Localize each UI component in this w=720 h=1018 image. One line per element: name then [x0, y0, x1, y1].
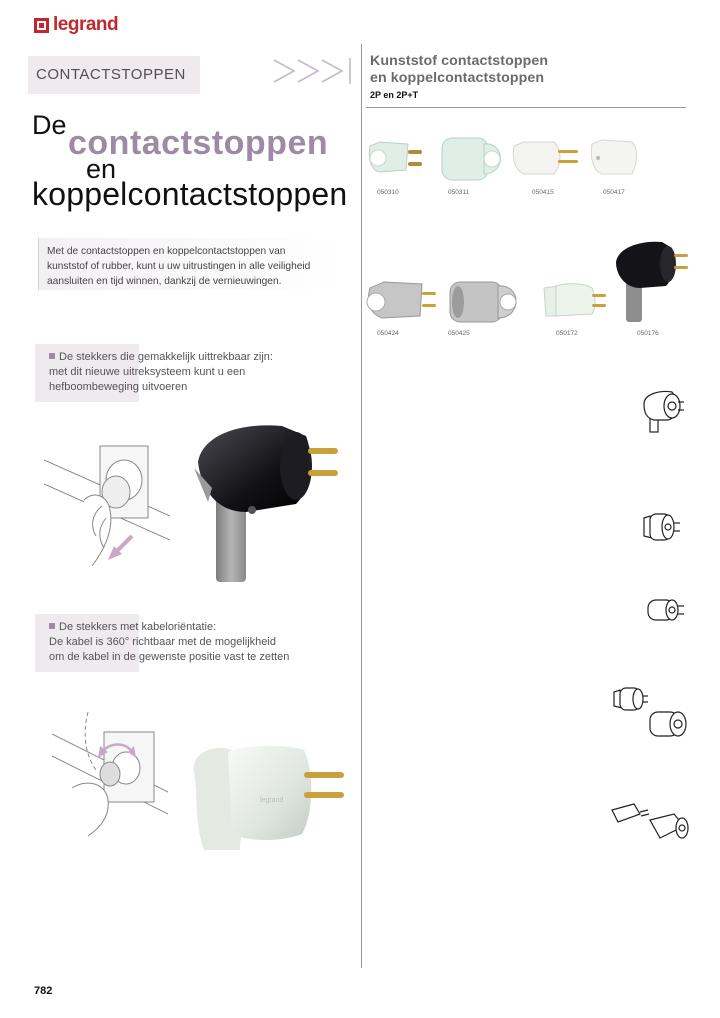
feature-cable-orientation	[35, 614, 345, 665]
intro-line-1: Met de contactstoppen en koppelcontactstoppen van	[47, 246, 286, 257]
intro-paragraph	[38, 238, 344, 290]
black-plug-pull-handle-photo	[186, 418, 342, 586]
product-image	[366, 136, 426, 180]
product-code: 050417	[603, 189, 625, 196]
feature2-line-1: De stekkers met kabeloriëntatie:	[59, 621, 217, 633]
legrand-logo	[34, 14, 118, 36]
intro-line-2: kunststof of rubber, kunt u uw uitrustingen in alle veiligheid	[47, 261, 311, 272]
feature1-line-2: met dit nieuwe uitreksysteem kunt u een	[49, 366, 246, 378]
bullet-icon	[49, 353, 55, 359]
product-code: 050425	[448, 330, 470, 337]
white-plug-photo	[186, 742, 350, 854]
legrand-logo-mark-icon	[34, 18, 49, 33]
section-tag	[28, 56, 200, 94]
product-image	[364, 278, 440, 322]
feature1-line-3: hefboombeweging uitvoeren	[49, 381, 188, 393]
feature2-line-2: De kabel is 360° richtbaar met de mogelijkheid	[49, 636, 276, 648]
right-column-rule	[366, 107, 686, 108]
straight-plug-schematic-icon	[640, 510, 682, 544]
chevrons-decoration-icon	[272, 56, 358, 86]
product-code: 050310	[377, 189, 399, 196]
product-code: 050415	[532, 189, 554, 196]
hero-line-4: koppelcontactstoppen	[32, 176, 348, 212]
product-image	[508, 138, 580, 178]
product-image	[588, 136, 640, 180]
bullet-icon	[49, 623, 55, 629]
feature1-line-1: De stekkers die gemakkelijk uittrekbaar zijn:	[59, 351, 273, 363]
feature-pull-out	[35, 344, 345, 395]
round-plug-schematic-icon	[644, 596, 686, 624]
feature2-line-3: om de kabel in de gewenste positie vast te zetten	[49, 651, 290, 663]
right-column-subtitle: 2P en 2P+T	[370, 90, 419, 100]
intro-line-3: aansluiten en tijd winnen, dankzij de vernieuwingen.	[47, 276, 282, 287]
product-image	[440, 134, 506, 184]
hero-line-3: en	[86, 154, 117, 184]
hero-line-2: contactstoppen	[68, 124, 329, 162]
angled-plug-schematic-icon	[638, 388, 686, 434]
product-code: 050172	[556, 330, 578, 337]
right-title-line-2: en koppelcontactstoppen	[370, 70, 545, 86]
product-image	[448, 278, 524, 324]
product-code: 050176	[637, 330, 659, 337]
flat-plug-coupler-schematic-icon	[610, 800, 690, 846]
right-column-title	[370, 53, 548, 87]
column-divider	[361, 44, 362, 968]
logo-text: legrand	[53, 14, 119, 35]
product-code: 050424	[377, 330, 399, 337]
page-number: 782	[34, 985, 53, 997]
hand-rotating-cable-illustration	[52, 712, 168, 838]
section-tag-label: CONTACTSTOPPEN	[36, 66, 186, 83]
product-image	[540, 282, 608, 320]
hero-line-1: De	[32, 110, 67, 140]
hand-pulling-plug-illustration	[44, 440, 170, 570]
right-title-line-1: Kunststof contactstoppen	[370, 53, 549, 69]
svg-text:legrand: legrand	[260, 797, 284, 804]
product-image	[612, 240, 690, 324]
product-code: 050311	[448, 189, 470, 196]
plug-and-coupler-schematic-icon	[612, 686, 690, 742]
